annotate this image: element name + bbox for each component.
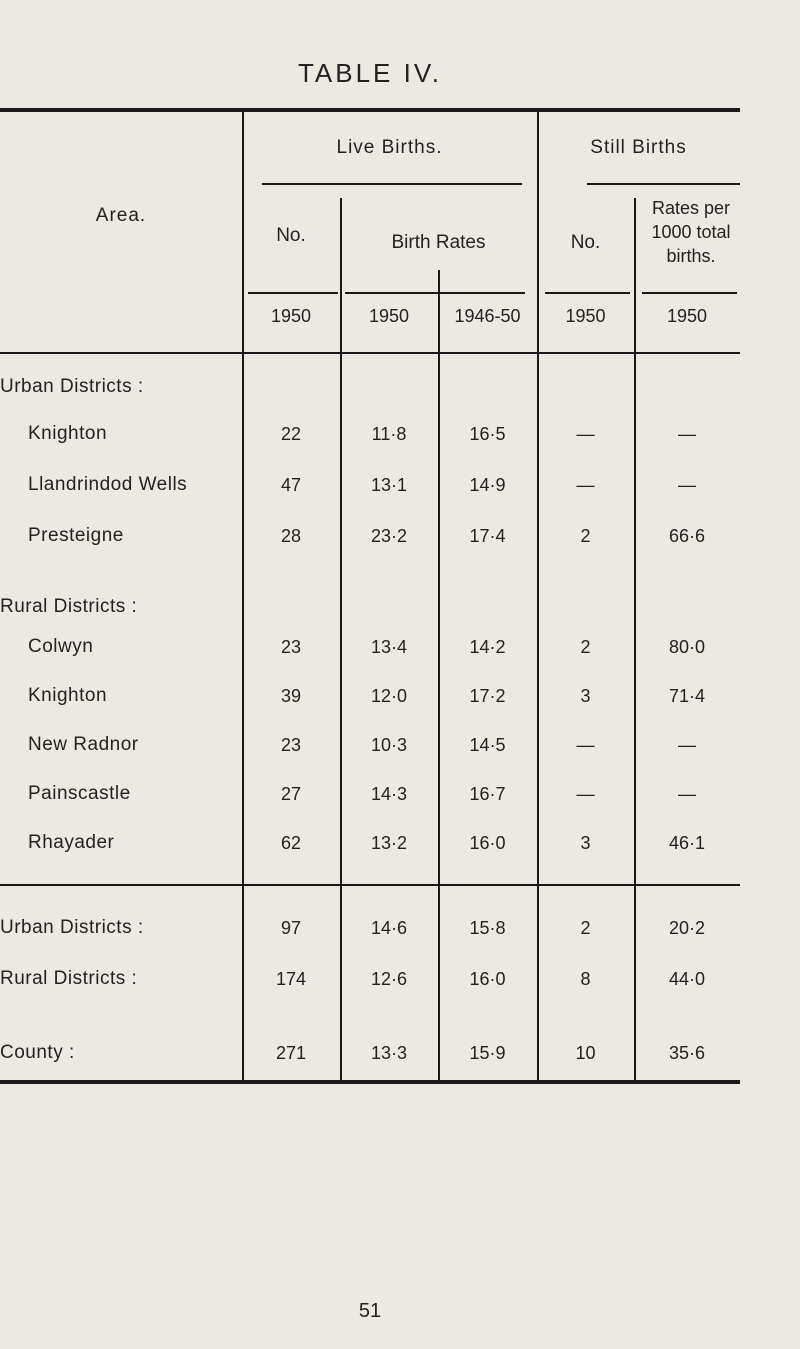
cell-still-rate: 71·4 <box>668 686 706 706</box>
still-births-rule <box>587 183 740 185</box>
cell-still-no: — <box>576 784 595 804</box>
year-rule-a <box>248 292 338 294</box>
row-area-name: County : <box>0 1042 75 1063</box>
cell-no: 23 <box>280 735 302 755</box>
year-rule-c <box>545 292 630 294</box>
cell-still-rate: — <box>678 784 696 804</box>
row-area-name: Painscastle <box>28 783 131 804</box>
cell-no: 97 <box>280 918 302 938</box>
row-area-name: Llandrindod Wells <box>28 474 188 495</box>
cell-rate-1950: 12·0 <box>370 686 408 706</box>
cell-rate-1950: 14·6 <box>370 918 408 938</box>
year-rule-b <box>345 292 525 294</box>
cell-rate-4650: 14·5 <box>469 735 506 755</box>
cell-still-rate: 66·6 <box>668 526 706 546</box>
header-birth-rates: Birth Rates <box>391 232 486 253</box>
cell-no: 23 <box>280 637 302 657</box>
header-bottom-rule <box>0 352 740 354</box>
cell-still-rate: 80·0 <box>668 637 706 657</box>
cell-rate-4650: 15·8 <box>469 918 506 938</box>
cell-still-rate: — <box>678 424 696 444</box>
cell-rate-1950: 12·6 <box>370 969 408 989</box>
cell-rate-4650: 14·9 <box>469 475 506 495</box>
cell-still-no: 2 <box>580 637 591 657</box>
cell-no: 39 <box>280 686 302 706</box>
bottom-rule <box>0 1080 740 1084</box>
cell-rate-1950: 13·1 <box>370 475 408 495</box>
row-area-name: Urban Districts : <box>0 917 144 938</box>
cell-no: 28 <box>280 526 302 546</box>
row-area-name: Colwyn <box>28 636 94 657</box>
cell-still-rate: — <box>678 735 696 755</box>
cell-still-no: 8 <box>580 969 591 989</box>
cell-rate-4650: 16·7 <box>469 784 506 804</box>
cell-no: 47 <box>280 475 302 495</box>
cell-still-no: 3 <box>580 833 591 853</box>
header-area: Area. <box>95 205 147 226</box>
row-area-name: Rural Districts : <box>0 968 138 989</box>
cell-still-no: 2 <box>580 918 591 938</box>
page-number: 51 <box>358 1300 382 1322</box>
cell-still-rate: — <box>678 475 696 495</box>
header-year-no: 1950 <box>270 306 312 326</box>
cell-rate-4650: 16·5 <box>469 424 506 444</box>
cell-still-rate: 46·1 <box>668 833 706 853</box>
header-year-still-no: 1950 <box>565 306 606 326</box>
cell-still-rate: 44·0 <box>668 969 706 989</box>
header-year-rate: 1950 <box>368 306 410 326</box>
row-area-name: Presteigne <box>28 525 124 546</box>
cell-still-no: 2 <box>580 526 591 546</box>
cell-rate-1950: 11·8 <box>371 424 407 444</box>
col-divider-rates <box>438 270 440 1082</box>
row-area-name: New Radnor <box>28 734 139 755</box>
row-area-name: Rhayader <box>28 832 115 853</box>
cell-no: 271 <box>275 1043 307 1063</box>
cell-rate-4650: 17·4 <box>469 526 506 546</box>
cell-rate-4650: 17·2 <box>469 686 506 706</box>
header-live-births: Live Births. <box>336 137 443 158</box>
cell-no: 27 <box>280 784 302 804</box>
row-area-name: Knighton <box>28 423 108 444</box>
header-no: No. <box>276 225 306 246</box>
cell-still-no: — <box>576 735 595 755</box>
cell-no: 22 <box>280 424 302 444</box>
cell-rate-4650: 16·0 <box>469 833 506 853</box>
year-rule-d <box>642 292 737 294</box>
totals-top-rule <box>0 884 740 886</box>
header-year-still-rate: 1950 <box>666 306 708 326</box>
cell-rate-1950: 10·3 <box>370 735 408 755</box>
section-rural: Rural Districts : <box>0 596 138 617</box>
cell-no: 174 <box>275 969 307 989</box>
section-urban: Urban Districts : <box>0 376 144 397</box>
top-rule <box>0 108 740 112</box>
cell-still-rate: 20·2 <box>668 918 706 938</box>
cell-rate-4650: 15·9 <box>469 1043 506 1063</box>
cell-still-no: 10 <box>575 1043 596 1063</box>
page-title: TABLE IV. <box>297 58 443 88</box>
cell-rate-1950: 23·2 <box>370 526 408 546</box>
cell-still-no: 3 <box>580 686 591 706</box>
cell-rate-4650: 16·0 <box>469 969 506 989</box>
row-area-name: Knighton <box>28 685 108 706</box>
header-still-no: No. <box>570 232 601 253</box>
cell-still-no: — <box>576 424 595 444</box>
cell-rate-1950: 14·3 <box>370 784 408 804</box>
cell-rate-1950: 13·2 <box>370 833 408 853</box>
header-still-births: Still Births <box>590 137 687 158</box>
header-year-rate-period: 1946-50 <box>454 306 521 326</box>
cell-rate-1950: 13·3 <box>370 1043 408 1063</box>
header-rates-per-1000: Rates per 1000 total births. <box>651 198 731 266</box>
live-births-rule <box>262 183 522 185</box>
cell-still-no: — <box>576 475 595 495</box>
cell-still-rate: 35·6 <box>668 1043 706 1063</box>
cell-no: 62 <box>280 833 302 853</box>
cell-rate-1950: 13·4 <box>370 637 408 657</box>
cell-rate-4650: 14·2 <box>469 637 506 657</box>
